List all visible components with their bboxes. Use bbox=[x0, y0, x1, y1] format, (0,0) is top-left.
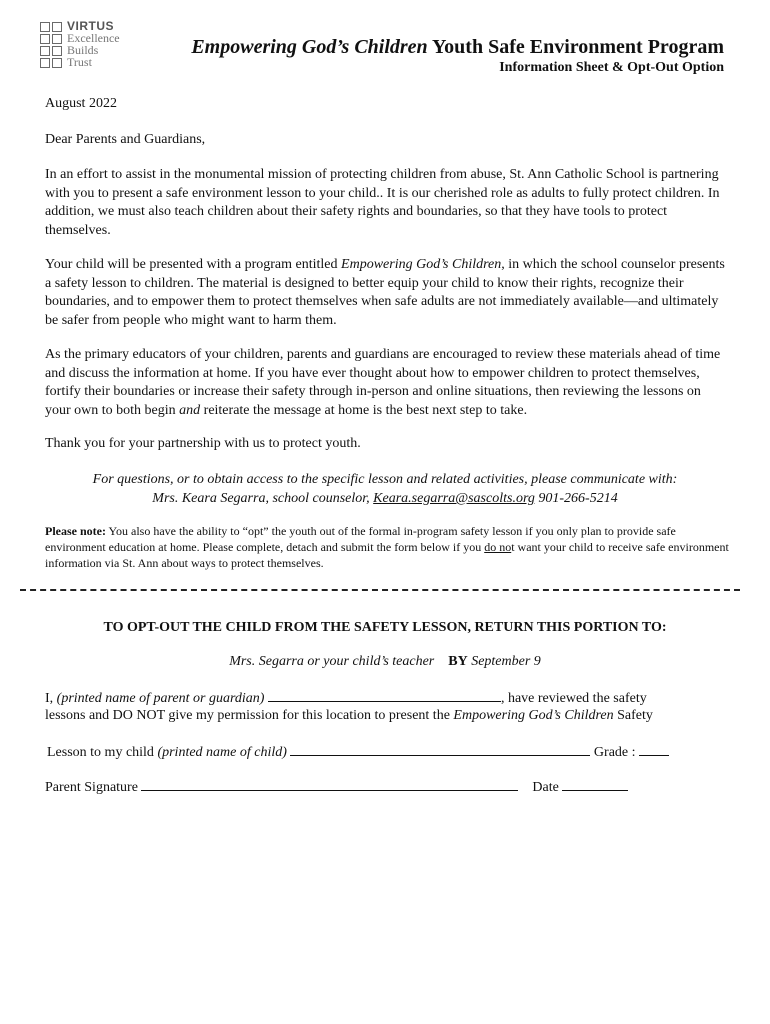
logo-line-2: Excellence bbox=[67, 31, 120, 45]
logo-grid-icon bbox=[40, 22, 64, 70]
note-text-a: You also have the ability to “opt” the youth out of the formal in-program safety lesson if you only plan to provide safe environment education at home. Please complete, detach and submit the form below if you bbox=[45, 524, 676, 554]
paragraph-3 bbox=[45, 346, 725, 420]
note-text-b: t want your child to receive safe environment information via St. Ann about ways to protect themselves. bbox=[45, 540, 729, 570]
title-rest: Youth Safe Environment Program bbox=[427, 36, 724, 58]
document-title bbox=[191, 36, 724, 59]
optout-heading: TO OPT-OUT THE CHILD FROM THE SAFETY LESSON, RETURN THIS PORTION TO: bbox=[103, 620, 667, 635]
permission-program-name: Empowering God’s Children bbox=[453, 708, 614, 723]
p3-italic: and bbox=[179, 402, 201, 418]
title-program-name: Empowering God’s Children bbox=[191, 36, 428, 58]
return-to-line bbox=[45, 654, 725, 670]
paragraph-2 bbox=[45, 256, 725, 330]
child-name-label: (printed name of child) bbox=[157, 745, 287, 760]
logo-line-3: Builds bbox=[67, 43, 99, 57]
date-label: Date bbox=[532, 780, 563, 795]
parent-name-label: (printed name of parent or guardian) bbox=[56, 691, 265, 706]
grade-field[interactable] bbox=[639, 743, 669, 756]
date-field[interactable] bbox=[562, 778, 628, 791]
detach-cut-line bbox=[20, 589, 740, 591]
contact-block bbox=[45, 470, 725, 508]
signature-field[interactable] bbox=[141, 778, 518, 791]
note-underlined: do no bbox=[484, 540, 512, 554]
i-prefix: I, bbox=[45, 691, 57, 706]
signature-line bbox=[45, 778, 628, 798]
signature-label: Parent Signature bbox=[45, 780, 142, 795]
contact-intro: For questions, or to obtain access to the specific lesson and related activities, please communicate with: bbox=[92, 472, 678, 487]
paragraph-4: Thank you for your partnership with us to protect youth. bbox=[45, 436, 361, 451]
permission-text-b: Safety bbox=[613, 708, 653, 723]
letter-salutation: Dear Parents and Guardians, bbox=[45, 132, 206, 147]
p3-text-b: reiterate the message at home is the best next step to take. bbox=[200, 402, 528, 418]
note-label: Please note: bbox=[45, 524, 106, 538]
i-suffix: , have reviewed the safety bbox=[500, 691, 647, 706]
grade-label: Grade : bbox=[590, 745, 640, 760]
lesson-prefix: Lesson to my child bbox=[47, 745, 158, 760]
virtus-logo bbox=[40, 20, 160, 72]
parent-name-line bbox=[45, 689, 647, 709]
by-date: September 9 bbox=[467, 654, 541, 669]
letter-date: August 2022 bbox=[45, 96, 117, 111]
return-to-name: Mrs. Segarra or your child’s teacher bbox=[229, 654, 435, 669]
parent-name-field[interactable] bbox=[268, 689, 501, 702]
please-note bbox=[45, 523, 735, 571]
child-name-line bbox=[47, 743, 669, 763]
p2-program-name: Empowering God’s Children bbox=[341, 257, 502, 272]
contact-email-link[interactable]: Keara.segarra@sascolts.org bbox=[373, 491, 535, 506]
logo-line-4: Trust bbox=[67, 55, 92, 69]
p2-text-a: Your child will be presented with a program entitled bbox=[45, 257, 342, 272]
child-name-field[interactable] bbox=[290, 743, 590, 756]
logo-wordmark bbox=[67, 20, 162, 68]
p2-text-b: , in which the school counselor presents a safety lesson to children. The material is designed to better equip your child to know their rights, recognize their boundaries, and to empower them to protect themselves when safe adults are not immediately available—and ultimately be safer from people who might want to harm them. bbox=[45, 257, 725, 328]
contact-phone: 901-266-5214 bbox=[534, 491, 618, 506]
by-label: BY bbox=[448, 654, 468, 669]
permission-line bbox=[45, 707, 653, 726]
contact-details bbox=[45, 489, 725, 508]
logo-line-1: VIRTUS bbox=[67, 19, 115, 33]
contact-name: Mrs. Keara Segarra, school counselor, bbox=[152, 491, 374, 506]
paragraph-1: In an effort to assist in the monumental mission of protecting children from abuse, St. Ann Catholic School is partnering with you to present a safe environment lesson to your child.. It is our cherished role as adults to fully protect children. In addition, we must also teach children about their safety rights and boundaries, so that they have tools to protect themselves. bbox=[45, 167, 720, 238]
document-subtitle: Information Sheet & Opt-Out Option bbox=[499, 60, 724, 75]
p3-text-a: As the primary educators of your children, parents and guardians are encouraged to review these materials ahead of time and discuss the information at home. If you have ever thought about how to empower children to protect themselves, fortify their boundaries or increase their safety through in-person and online situations, then reviewing the lessons on your own to both begin bbox=[45, 347, 721, 418]
permission-text-a: lessons and DO NOT give my permission for this location to present the bbox=[45, 708, 454, 723]
